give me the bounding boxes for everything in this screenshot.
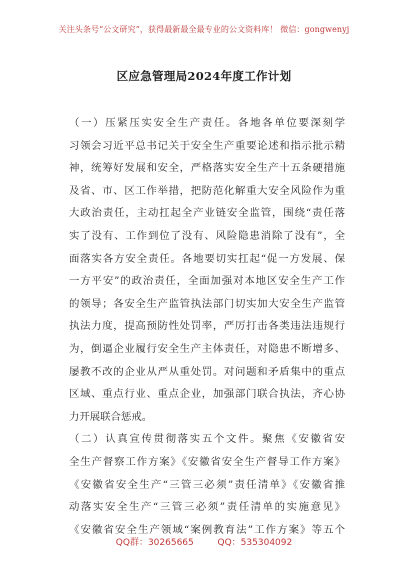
- body-line: 执法力度，提高预防性处罚率，严厉打击各类违法违规行: [69, 320, 345, 333]
- body-line: 《安徽省安全生产“三管三必须”责任清单》《安徽省推: [69, 478, 345, 491]
- contact-footer: [0, 535, 408, 548]
- body-line: 为，倒逼企业履行安全生产主体责任，对隐患不断增多、: [69, 342, 345, 355]
- body-line: 一方平安”的政治责任，全面加强对本地区安全生产工作: [69, 275, 345, 288]
- body-line: 力开展联合惩戒。: [69, 410, 153, 423]
- body-line: 动落实安全生产“三管三必须”责任清单的实施意见》: [69, 501, 345, 514]
- body-line: 屡教不改的企业从严从重处罚。对问题和矛盾集中的重点: [69, 365, 345, 378]
- body-line: 神，统筹好发展和安全，严格落实安全生产十五条硬措施: [69, 162, 345, 175]
- document-title: 区应急管理局2024年度工作计划: [116, 69, 292, 83]
- body-line: 大政治责任，主动扛起全产业链安全监管，围绕“责任落: [69, 207, 345, 220]
- body-line: 实了没有、工作到位了没有、风险隐患消除了没有”，全: [69, 229, 345, 242]
- body-line: （二）认真宣传贯彻落实五个文件。聚焦《安徽省安: [69, 433, 345, 446]
- qq-number: QQ：535304092: [217, 538, 293, 548]
- body-line: 《安徽省安全生产领域“案例教育法”工作方案》等五个: [69, 523, 345, 536]
- body-line: 区域、重点行业、重点企业，加强部门联合执法，齐心协: [69, 388, 345, 401]
- document-body: [69, 112, 345, 541]
- body-line: 面落实各方安全责任。各地要切实扛起“促一方发展、保: [69, 252, 345, 265]
- qq-group-number: QQ群：30265665: [115, 538, 194, 548]
- body-line: 的领导；各安全生产监管执法部门切实加大安全生产监管: [69, 297, 345, 310]
- body-line: 习领会习近平总书记关于安全生产重要论述和指示批示精: [69, 139, 345, 152]
- body-line: 及省、市、区工作举措，把防范化解重大安全风险作为重: [69, 184, 345, 197]
- body-line: 全生产督察工作方案》《安徽省安全生产督导工作方案》: [69, 455, 345, 468]
- promo-banner: 关注头条号“公文研究”，获得最新最全最专业的公文资料库！ 微信：gongwenyj: [58, 25, 350, 34]
- body-line: （一）压紧压实安全生产责任。各地各单位要深刻学: [69, 117, 345, 129]
